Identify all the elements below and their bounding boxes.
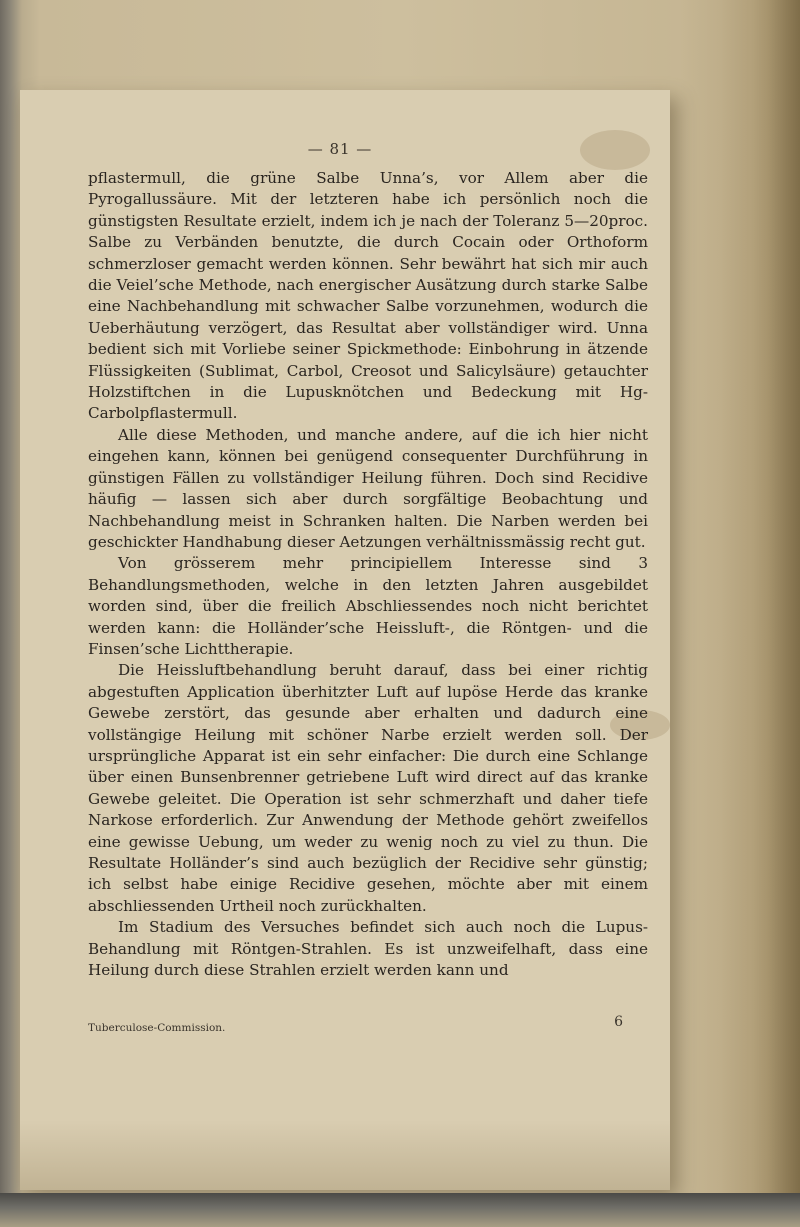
paragraph: pflastermull, die grüne Salbe Unna’s, vor Allem aber die Pyrogallussäure. Mit der letzteren habe ich persönlich noch die günstigsten Resultate erzielt, indem ich je nach der Toleranz 5—20proc. Salbe zu Verbänden benutzte, die durch Cocain oder Orthoform schmerzloser gemacht werden können. Sehr bewährt hat sich mir auch die Veiel’sche Methode, nach energischer Ausätzung durch starke Salbe eine Nachbehandlung mit schwacher Salbe vorzunehmen, wodurch die Ueberhäutung verzögert, das Resultat aber vollständiger wird. Unna bedient sich mit Vorliebe seiner Spickmethode: Einbohrung in ätzende Flüssigkeiten (Sublimat, Carbol, Creosot und Salicylsäure) getauchter Holzstiftchen in die Lupusknötchen und Bedeckung mit Hg-Carbolpflastermull. [88, 169, 648, 423]
book-edge-shadow [680, 0, 800, 1227]
body-text [88, 168, 648, 981]
footer-series-title: Tuberculose-Commission. [88, 1022, 226, 1034]
page-number: — 81 — [307, 140, 373, 158]
paragraph: Von grösserem mehr principiellem Interesse sind 3 Behandlungsmethoden, welche in den letzten Jahren ausgebildet worden sind, über die freilich Abschliessendes noch nicht berichtet werden kann: die Holländer’sche Heissluft-, die Röntgen- und die Finsen’sche Lichttherapie. [88, 554, 648, 658]
paragraph: Im Stadium des Versuches befindet sich auch noch die Lupus-Behandlung mit Röntgen-Strahlen. Es ist unzweifelhaft, dass eine Heilung durch diese Strahlen erzielt werden kann und [88, 918, 648, 980]
paragraph: Alle diese Methoden, und manche andere, auf die ich hier nicht eingehen kann, können bei genügend consequenter Durchführung in günstigen Fällen zu vollständiger Heilung führen. Doch sind Recidive häufig — lassen sich aber durch sorgfältige Beobachtung und Nachbehandlung meist in Schranken halten. Die Narben werden bei geschickter Handhabung dieser Aetzungen verhältnissmässig recht gut. [88, 425, 648, 551]
scan-bottom-edge [0, 1193, 800, 1227]
paragraph: Die Heissluftbehandlung beruht darauf, dass bei einer richtig abgestuften Application überhitzter Luft auf lupöse Herde das kranke Gewebe zerstört, das gesunde aber erhalten und dadurch eine vollstängige Heilung mit schöner Narbe erzielt werden soll. Der ursprüngliche Apparat ist ein sehr einfacher: Die durch eine Schlange über einen Bunsenbrenner getriebene Luft wird direct auf das kranke Gewebe geleitet. Die Operation ist sehr schmerzhaft und daher tiefe Narkose erforderlich. Zur Anwendung der Methode gehört zweifellos eine gewisse Uebung, um weder zu wenig noch zu viel zu thun. Die Resultate Holländer’s sind auch bezüglich der Recidive sehr günstig; ich selbst habe einige Recidive gesehen, möchte aber mit einem abschliessenden Urtheil noch zurückhalten. [88, 661, 648, 915]
sheet-signature: 6 [614, 1014, 623, 1030]
page-footer [88, 1014, 648, 1034]
